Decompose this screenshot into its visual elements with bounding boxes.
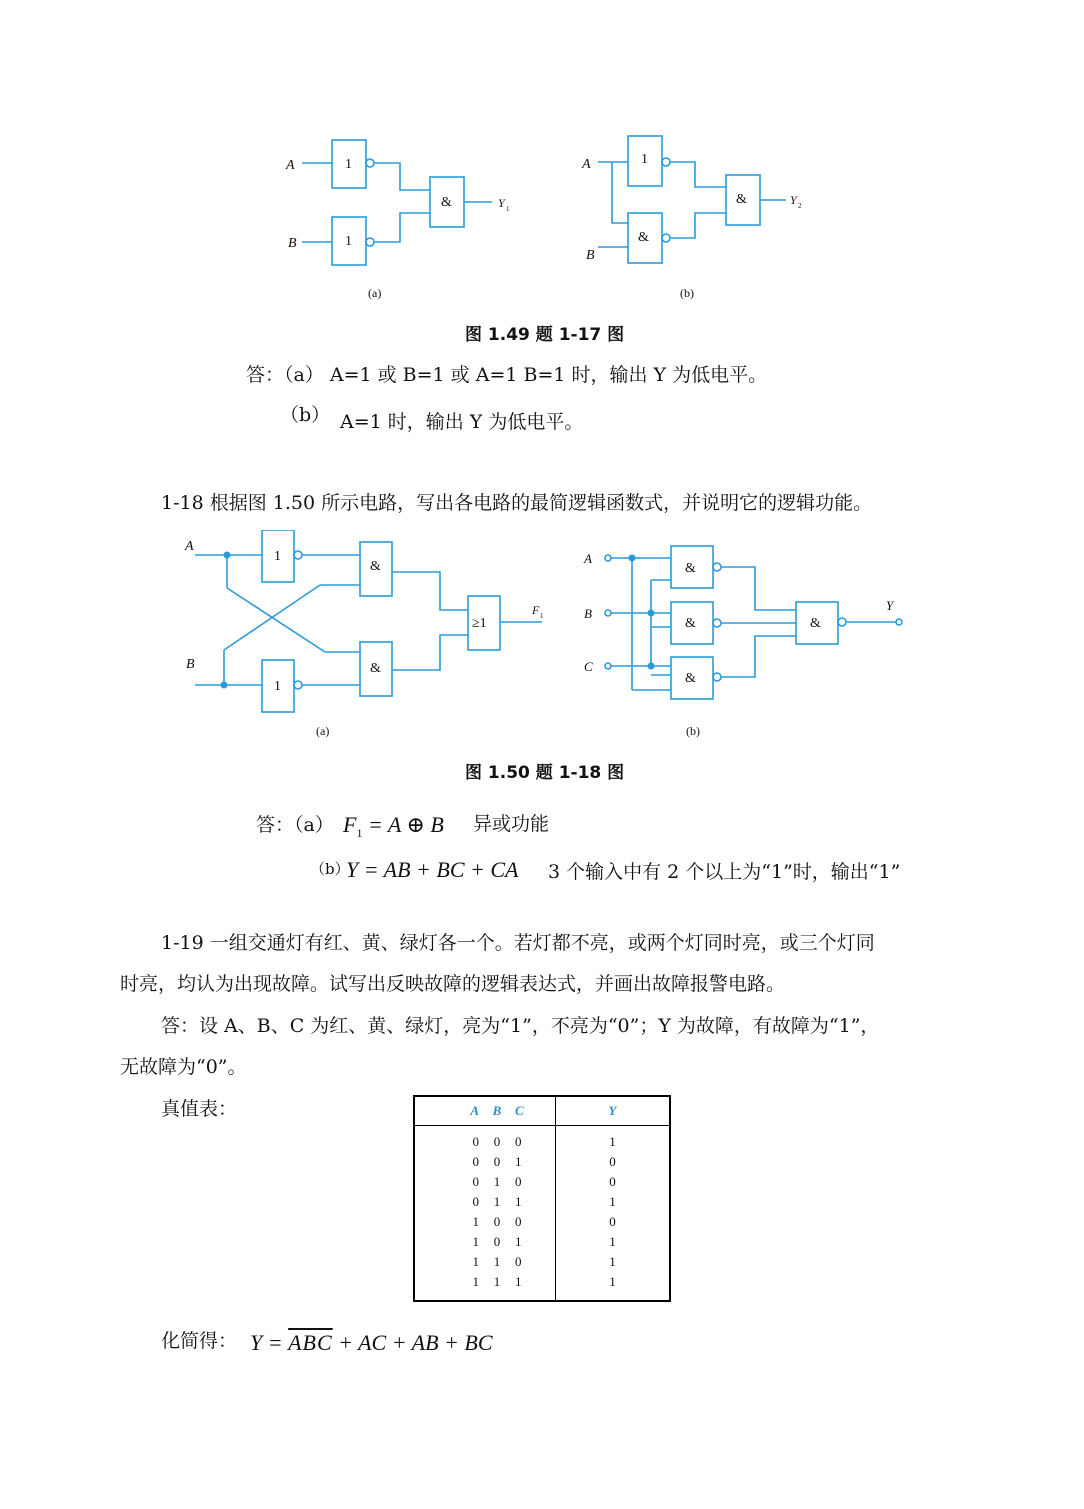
and-gate-label: & (810, 616, 821, 631)
cell-a: 1 (472, 1234, 479, 1249)
table-row (414, 1272, 670, 1301)
answer-1-18-b-expression: Y = AB + BC + CA (346, 857, 519, 882)
cell-b: 1 (493, 1174, 501, 1189)
cell-c: 1 (515, 1274, 522, 1289)
cell-c: 1 (515, 1194, 522, 1209)
answer-1-18-a-desc: 异或功能 (473, 813, 550, 835)
input-b-label: B (586, 248, 595, 263)
simplified-expression (250, 1330, 493, 1356)
simplify-label: 化简得： (161, 1330, 238, 1352)
output-y1-label: Y (498, 196, 505, 210)
cell-c: 0 (515, 1134, 522, 1149)
cell-a: 0 (472, 1194, 479, 1209)
cell-b: 1 (493, 1194, 501, 1209)
expr-overbar-term: $\overline{ABC}$ (288, 1330, 333, 1355)
cell-c: 1 (515, 1154, 522, 1169)
and-gate-label: & (370, 559, 381, 574)
cell-b: 0 (493, 1134, 501, 1149)
cell-c: 0 (515, 1214, 522, 1229)
cell-a: 0 (472, 1174, 479, 1189)
answer-1-19-line1: 答：设 A、B、C 为红、黄、绿灯，亮为“1”，不亮为“0”；Y 为故障，有故障为“1”， (161, 1015, 880, 1037)
output-y1-subscript: 1 (506, 205, 510, 213)
expr-rest: + AC + AB + BC (332, 1330, 493, 1355)
cell-y: 1 (556, 1232, 671, 1252)
or-gate-label: ≥1 (472, 616, 487, 631)
question-1-19-line1: 1-19 一组交通灯有红、黄、绿灯各一个。若灯都不亮，或两个灯同时亮，或三个灯同 (161, 932, 875, 954)
input-c-label: C (584, 659, 593, 674)
table-row (414, 1192, 670, 1212)
truth-table-header (414, 1096, 670, 1126)
subfigure-a-label: (a) (368, 286, 382, 300)
answer-1-18-a-expression (343, 812, 444, 841)
and-gate-label: & (685, 671, 696, 686)
expr-y-eq: Y = (250, 1330, 289, 1355)
answer-1-17-b-prefix: （b） (280, 404, 331, 426)
cell-y: 1 (556, 1126, 671, 1153)
header-b: B (479, 1096, 515, 1126)
cell-b: 0 (493, 1234, 501, 1249)
cell-y: 1 (556, 1272, 671, 1301)
and-gate-label: & (685, 561, 696, 576)
and-gate-label: & (370, 661, 381, 676)
not-gate-label: 1 (345, 157, 352, 172)
cell-c: 0 (515, 1254, 522, 1269)
answer-1-17-a: 答：（a） A=1 或 B=1 或 A=1 B=1 时，输出 Y 为低电平。 (246, 364, 768, 386)
input-b-label: B (288, 236, 297, 251)
and-gate-label: & (736, 192, 747, 207)
table-row (414, 1252, 670, 1272)
truth-table-label: 真值表： (161, 1098, 238, 1120)
header-c: C (515, 1096, 556, 1126)
and-gate-label: & (441, 195, 452, 210)
cell-b: 1 (493, 1254, 501, 1269)
input-a-label: A (584, 551, 592, 566)
cell-y: 1 (556, 1252, 671, 1272)
question-1-18: 1-18 根据图 1.50 所示电路，写出各电路的最简逻辑函数式，并说明它的逻辑功能。 (161, 492, 873, 514)
cell-b: 1 (493, 1274, 501, 1289)
subfigure-a-label: (a) (316, 724, 330, 738)
cell-y: 0 (556, 1152, 671, 1172)
not-gate-label: 1 (274, 679, 281, 694)
output-f1-label: F (532, 603, 540, 617)
and-gate-label: & (685, 616, 696, 631)
header-a: A (414, 1096, 479, 1126)
answer-1-17-b: A=1 时，输出 Y 为低电平。 (340, 411, 584, 433)
cell-a: 0 (472, 1134, 479, 1149)
answer-1-18-b-desc: 3 个输入中有 2 个以上为“1”时，输出“1” (548, 861, 901, 883)
cell-y: 1 (556, 1192, 671, 1212)
input-a-label: A (582, 157, 591, 172)
header-y: Y (556, 1096, 671, 1126)
input-b-label: B (186, 657, 195, 672)
and-gate-label: & (638, 230, 649, 245)
cell-a: 1 (472, 1214, 479, 1229)
not-gate-label: 1 (274, 549, 281, 564)
cell-b: 0 (493, 1154, 501, 1169)
answer-1-18-a-prefix: 答：（a） (256, 814, 334, 836)
input-a-label: A (286, 158, 295, 173)
output-y-label: Y (886, 598, 894, 613)
cell-y: 0 (556, 1172, 671, 1192)
truth-table (413, 1095, 671, 1302)
answer-1-19-line2: 无故障为“0”。 (120, 1056, 247, 1078)
output-y2-label: Y (790, 193, 797, 207)
table-row (414, 1212, 670, 1232)
cell-y: 0 (556, 1212, 671, 1232)
output-f1-subscript: 1 (540, 612, 544, 620)
expr-rest: = A ⊕ B (362, 812, 444, 837)
subfigure-b-label: (b) (686, 724, 700, 738)
table-row (414, 1126, 670, 1153)
input-a-label: A (185, 539, 194, 554)
figure-1-49 (270, 125, 830, 310)
expr-f-subscript: 1 (356, 826, 363, 840)
question-1-19-line2: 时亮，均认为出现故障。试写出反映故障的逻辑表达式，并画出故障报警电路。 (120, 973, 786, 995)
figure-1-50-caption: 图 1.50 题 1-18 图 (465, 763, 625, 783)
table-row (414, 1152, 670, 1172)
table-row (414, 1172, 670, 1192)
expr-f: F (343, 812, 357, 837)
output-y2-subscript: 2 (798, 202, 802, 210)
cell-c: 0 (515, 1174, 522, 1189)
input-b-label: B (584, 606, 592, 621)
cell-a: 0 (472, 1154, 479, 1169)
not-gate-label: 1 (345, 234, 352, 249)
table-row (414, 1232, 670, 1252)
figure-1-50 (180, 530, 920, 745)
figure-1-49-caption: 图 1.49 题 1-17 图 (465, 325, 625, 345)
answer-1-18-b-prefix: （b） (310, 860, 350, 878)
not-gate-label: 1 (641, 152, 648, 167)
cell-a: 1 (472, 1254, 479, 1269)
cell-b: 0 (493, 1214, 501, 1229)
cell-c: 1 (515, 1234, 522, 1249)
subfigure-b-label: (b) (680, 286, 694, 300)
cell-a: 1 (472, 1274, 479, 1289)
